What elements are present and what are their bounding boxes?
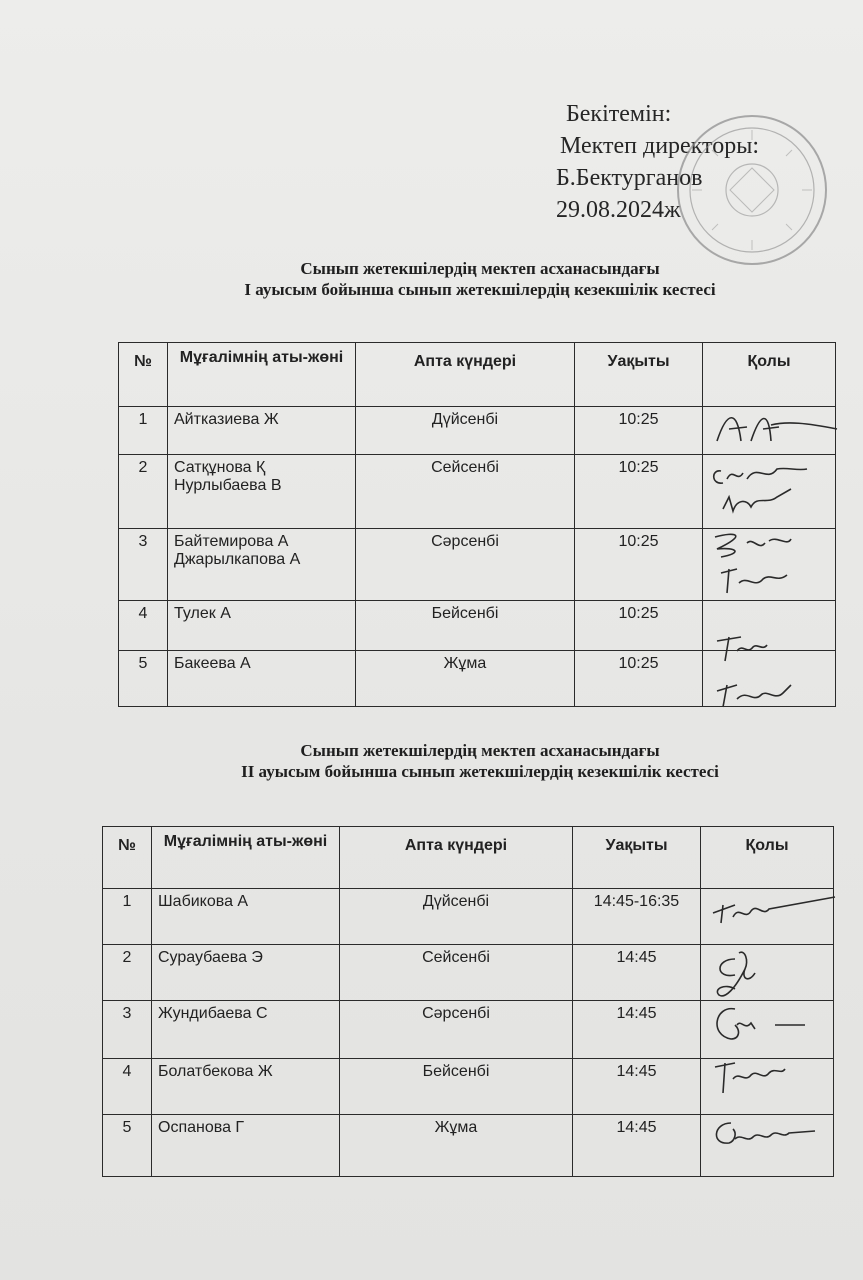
- col-signature-header: Қолы: [703, 343, 836, 407]
- teacher-name-line: Айтказиева Ж: [174, 411, 279, 428]
- col-weekday-header: Апта күндері: [356, 343, 575, 407]
- signature-cell: [701, 1059, 834, 1115]
- table-row: [103, 889, 834, 945]
- weekday: Сейсенбі: [340, 945, 573, 1001]
- teacher-name: Болатбекова Ж: [152, 1059, 340, 1115]
- col-signature-header: Қолы: [701, 827, 834, 889]
- shift2-duty-table: [102, 826, 834, 1177]
- signature-cell: [703, 455, 836, 529]
- shift2-heading: [100, 740, 860, 782]
- col-number-header: №: [103, 827, 152, 889]
- duty-time: 14:45: [573, 945, 701, 1001]
- teacher-name: Жундибаева С: [152, 1001, 340, 1059]
- row-number: 5: [119, 651, 168, 707]
- duty-time: 10:25: [575, 651, 703, 707]
- table-row: [103, 945, 834, 1001]
- teacher-name: Шабикова А: [152, 889, 340, 945]
- col-number-header: №: [119, 343, 168, 407]
- row-number: 4: [119, 601, 168, 651]
- weekday: Бейсенбі: [340, 1059, 573, 1115]
- shift1-heading: [100, 258, 860, 300]
- teacher-name-line: Джарылкапова А: [174, 551, 301, 568]
- row-number: 5: [103, 1115, 152, 1177]
- approval-position: Мектеп директоры:: [560, 133, 760, 159]
- weekday: Жұма: [356, 651, 575, 707]
- approval-director-name: Б.Бектурганов: [556, 165, 703, 191]
- row-number: 2: [119, 455, 168, 529]
- handwritten-signature: [705, 1053, 825, 1109]
- table-header-row: [103, 827, 834, 889]
- signature-cell: [703, 407, 836, 455]
- approval-date: 29.08.2024ж: [556, 197, 681, 223]
- weekday: Дүйсенбі: [340, 889, 573, 945]
- weekday: Сәрсенбі: [356, 529, 575, 601]
- duty-time: 10:25: [575, 529, 703, 601]
- weekday: Сәрсенбі: [340, 1001, 573, 1059]
- table-row: [103, 1059, 834, 1115]
- shift1-heading-line2: І ауысым бойынша сынып жетекшілердің кезекшілік кестесі: [244, 280, 716, 299]
- teacher-name: [168, 455, 356, 529]
- table-row: [119, 455, 836, 529]
- weekday: Дүйсенбі: [356, 407, 575, 455]
- signature-cell: [703, 651, 836, 707]
- signature-cell: [701, 889, 834, 945]
- table-header-row: [119, 343, 836, 407]
- table-row: [119, 651, 836, 707]
- table-row: [103, 1001, 834, 1059]
- table-row: [119, 407, 836, 455]
- handwritten-signature: [707, 523, 827, 603]
- duty-time: 14:45-16:35: [573, 889, 701, 945]
- approval-title: Бекітемін:: [566, 101, 672, 127]
- signature-cell: [703, 529, 836, 601]
- col-teacher-header: Мұғалімнің аты-жөні: [152, 827, 340, 889]
- teacher-name: [168, 651, 356, 707]
- row-number: 3: [103, 1001, 152, 1059]
- handwritten-signature: [705, 883, 825, 939]
- row-number: 1: [119, 407, 168, 455]
- row-number: 3: [119, 529, 168, 601]
- teacher-name-line: Тулек А: [174, 605, 231, 622]
- signature-cell: [701, 1001, 834, 1059]
- row-number: 2: [103, 945, 152, 1001]
- handwritten-signature: [707, 611, 827, 711]
- table-row: [103, 1115, 834, 1177]
- shift1-duty-table: [118, 342, 836, 707]
- col-time-header: Уақыты: [575, 343, 703, 407]
- teacher-name-line: Нурлыбаева В: [174, 477, 282, 494]
- shift2-heading-line2: ІІ ауысым бойынша сынып жетекшілердің кезекшілік кестесі: [241, 762, 719, 781]
- duty-time: 10:25: [575, 601, 703, 651]
- table-row: [119, 529, 836, 601]
- handwritten-signature: [705, 995, 825, 1051]
- handwritten-signature: [705, 1109, 825, 1165]
- duty-time: 10:25: [575, 455, 703, 529]
- duty-time: 14:45: [573, 1059, 701, 1115]
- duty-time: 10:25: [575, 407, 703, 455]
- handwritten-signature: [707, 449, 827, 529]
- col-weekday-header: Апта күндері: [340, 827, 573, 889]
- teacher-name: [168, 407, 356, 455]
- signature-cell: [701, 945, 834, 1001]
- shift2-heading-line1: Сынып жетекшілердің мектеп асханасындағы: [300, 741, 660, 760]
- col-time-header: Уақыты: [573, 827, 701, 889]
- weekday: Бейсенбі: [356, 601, 575, 651]
- teacher-name-line: Бакеева А: [174, 655, 251, 672]
- teacher-name: [168, 529, 356, 601]
- teacher-name: Сураубаева Э: [152, 945, 340, 1001]
- duty-time: 14:45: [573, 1001, 701, 1059]
- shift1-heading-line1: Сынып жетекшілердің мектеп асханасындағы: [300, 259, 660, 278]
- teacher-name: [168, 601, 356, 651]
- duty-time: 14:45: [573, 1115, 701, 1177]
- teacher-name: Оспанова Г: [152, 1115, 340, 1177]
- row-number: 1: [103, 889, 152, 945]
- school-stamp-seal: [672, 110, 832, 270]
- row-number: 4: [103, 1059, 152, 1115]
- weekday: Сейсенбі: [356, 455, 575, 529]
- signature-cell: [701, 1115, 834, 1177]
- teacher-name-line: Сатқұнова Қ: [174, 459, 266, 476]
- weekday: Жұма: [340, 1115, 573, 1177]
- col-teacher-header: Мұғалімнің аты-жөні: [168, 343, 356, 407]
- teacher-name-line: Байтемирова А: [174, 533, 289, 550]
